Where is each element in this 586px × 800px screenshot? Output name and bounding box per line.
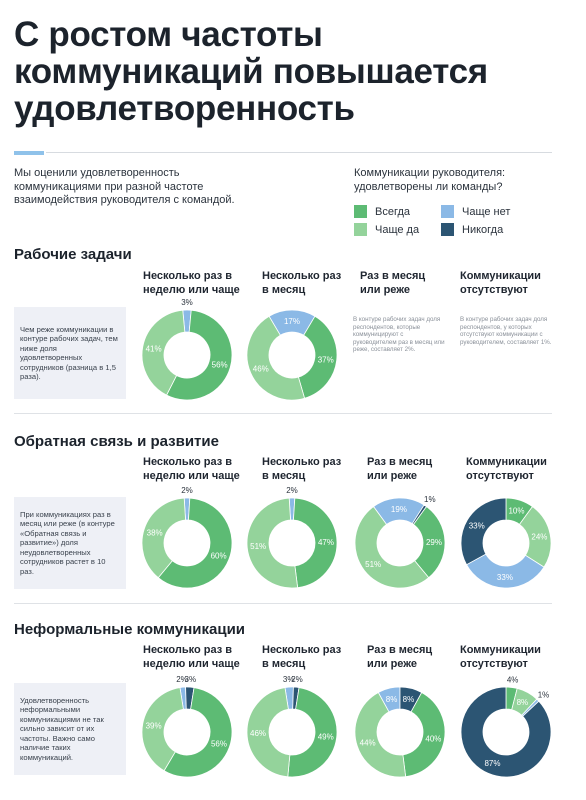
donut-chart: [461, 498, 551, 588]
data-label: 49%: [317, 732, 334, 742]
data-label: 2%: [181, 486, 193, 495]
donut-chart: [355, 495, 445, 588]
donut-chart: [142, 298, 232, 400]
donut-chart: [461, 675, 551, 777]
donut-chart: [142, 675, 232, 777]
data-label: 33%: [468, 521, 485, 531]
section-note: Удовлетворенность неформальными коммуникациями не так сильно зависит от их частоты. Важно само наличие таких коммуникаций.: [14, 683, 126, 775]
section-title-informal: Неформальные коммуникации: [14, 621, 246, 638]
data-label: 24%: [531, 532, 548, 542]
data-label: 3%: [282, 675, 295, 685]
legend-title: Коммуникации руководителя: удовлетворены ли команды?: [354, 167, 506, 193]
column-header: Коммуникации отсутствуют: [460, 270, 541, 296]
data-label: 2%: [176, 675, 188, 685]
section-title-feedback: Обратная связь и развитие: [14, 433, 219, 450]
column-header: Несколько раз в неделю или чаще: [143, 270, 240, 296]
data-label: 37%: [317, 355, 334, 365]
data-label: 8%: [516, 698, 529, 708]
data-label: 10%: [508, 506, 525, 516]
legend-label: Всегда: [375, 205, 411, 218]
data-label: 8%: [385, 695, 398, 705]
column-header: Несколько раз в месяц: [262, 456, 342, 482]
data-label: 1%: [424, 495, 436, 505]
column-header: Коммуникации отсутствуют: [460, 644, 541, 670]
column-header: Раз в месяц или реже: [367, 456, 433, 482]
column-header: Несколько раз в месяц: [262, 644, 342, 670]
data-label: 3%: [184, 675, 197, 685]
legend-label: Никогда: [462, 223, 504, 236]
donut-chart: [247, 486, 337, 588]
donut-slice: [461, 498, 506, 565]
section-note: Чем реже коммуникации в контуре рабочих задач, тем ниже доля удовлетворенных сотрудников (разница в 1,5 раза).: [14, 307, 126, 399]
donut-chart: [247, 675, 337, 777]
data-label: 1%: [537, 690, 550, 700]
data-label: 51%: [250, 542, 267, 552]
no-data-note: В контуре рабочих задач доля респондентов, которые коммуницируют с руководителем раз в месяц или реже, составляет 2%.: [353, 316, 445, 354]
data-label: 29%: [425, 537, 442, 547]
donut-chart: [142, 486, 232, 588]
column-header: Несколько раз в неделю или чаще: [143, 644, 240, 670]
data-label: 47%: [317, 537, 334, 547]
data-label: 87%: [484, 759, 501, 769]
data-label: 41%: [145, 344, 162, 354]
data-label: 51%: [365, 559, 382, 569]
data-label: 33%: [496, 572, 513, 582]
column-header: Коммуникации отсутствуют: [466, 456, 547, 482]
no-data-note: В контуре рабочих задач доля респондентов, у которых отсутствуют коммуникации с руководителем, составляет 1%.: [460, 316, 552, 346]
column-header: Раз в месяц или реже: [367, 644, 433, 670]
data-label: 4%: [506, 675, 519, 685]
legend-label: Чаще нет: [462, 205, 511, 218]
data-label: 40%: [425, 734, 442, 744]
data-label: 19%: [390, 505, 407, 515]
page-title: С ростом частоты коммуникаций повышается удовлетворенность: [14, 15, 488, 128]
data-label: 46%: [250, 729, 267, 739]
section-note: При коммуникациях раз в месяц или реже (в контуре «Обратная связь и развитие») доля неудовлетворенных сотрудников растет в 10 раз.: [14, 497, 126, 589]
legend-label: Чаще да: [375, 223, 420, 236]
data-label: 44%: [359, 738, 376, 748]
column-header: Несколько раз в месяц: [262, 270, 342, 296]
data-label: 56%: [210, 739, 227, 749]
data-label: 17%: [283, 317, 301, 326]
column-header: Несколько раз в неделю или чаще: [143, 456, 240, 482]
data-label: 2%: [291, 675, 303, 685]
data-label: 60%: [210, 551, 227, 561]
data-label: 38%: [146, 528, 163, 538]
data-label: 3%: [181, 298, 193, 307]
data-label: 39%: [145, 721, 162, 731]
column-header: Раз в месяц или реже: [360, 270, 426, 296]
donut-chart: [355, 687, 445, 777]
intro-text: Мы оценили удовлетворенность коммуникациями при разной частоте взаимодействия руководителя с командой.: [14, 167, 235, 206]
data-label: 8%: [402, 695, 415, 705]
data-label: 2%: [286, 486, 298, 495]
section-title-work-tasks: Рабочие задачи: [14, 246, 132, 263]
data-label: 56%: [211, 360, 228, 370]
data-label: 46%: [252, 364, 269, 374]
donut-chart: [247, 310, 337, 400]
